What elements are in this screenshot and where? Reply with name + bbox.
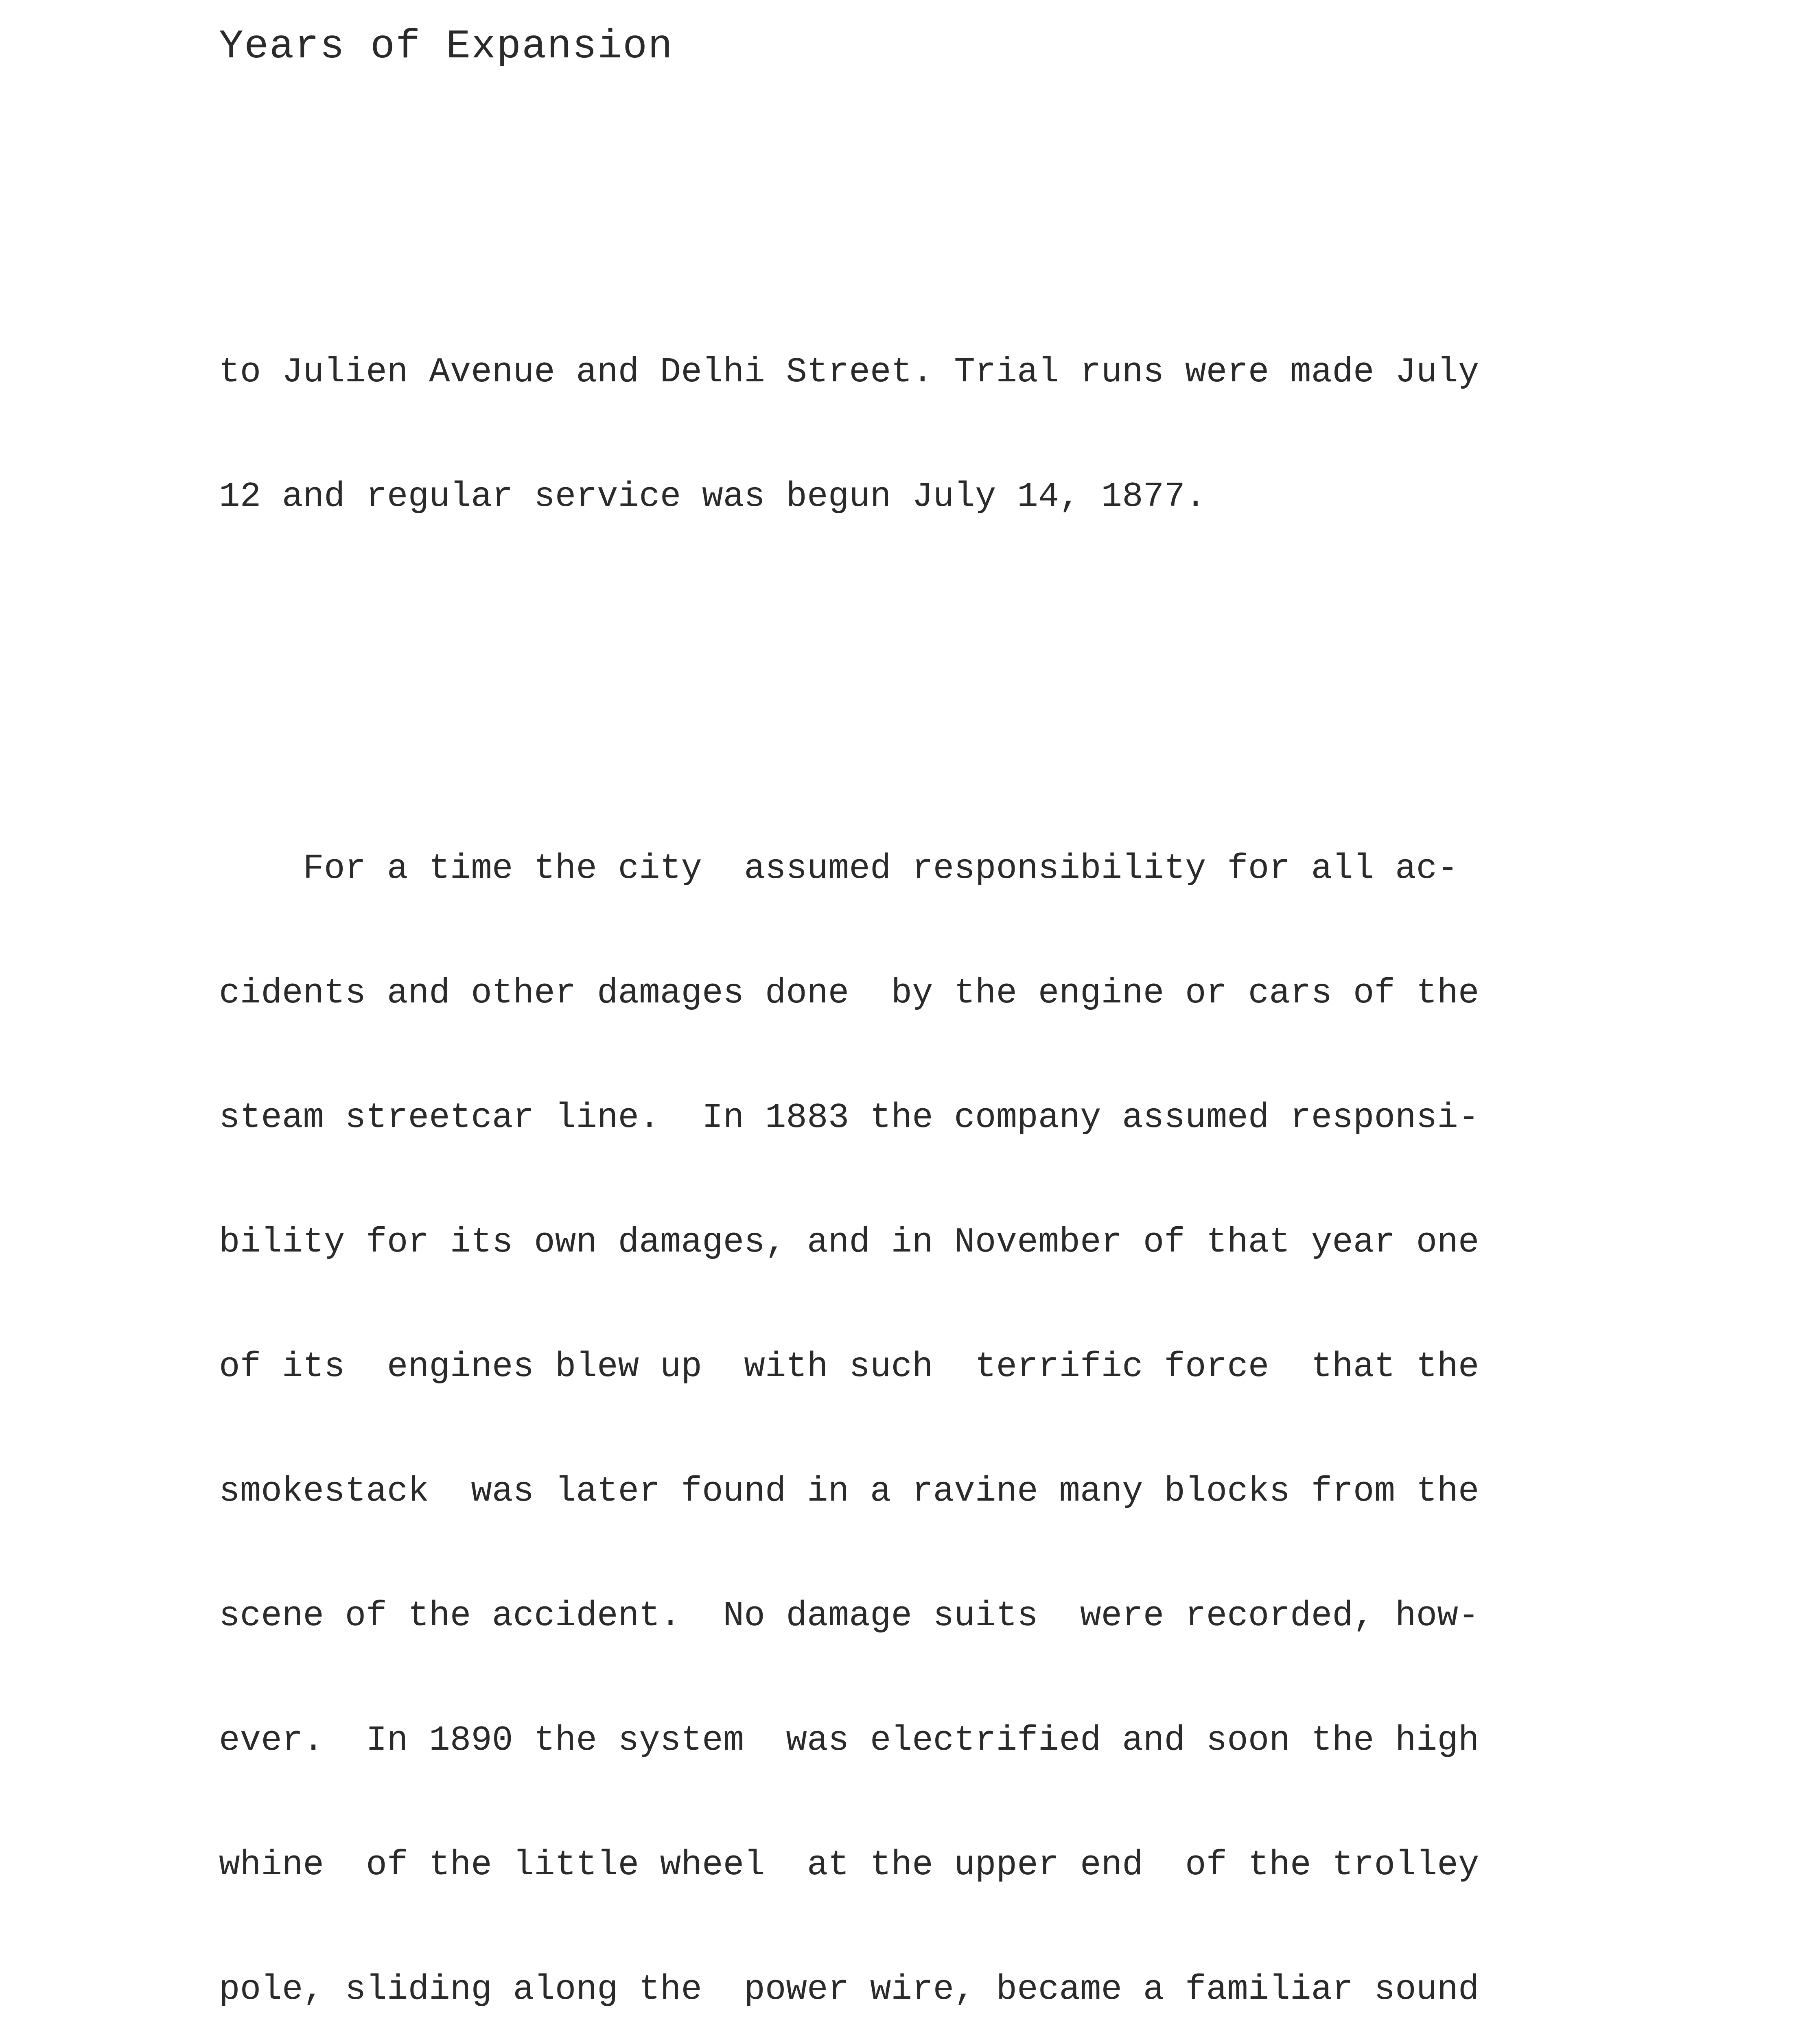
body-text bbox=[219, 185, 1708, 2035]
paragraph-1 bbox=[219, 268, 1708, 600]
text-line: 12 and regular service was begun July 14, 1877. bbox=[219, 477, 1206, 516]
text-line: to Julien Avenue and Delhi Street. Trial runs were made July bbox=[219, 352, 1479, 392]
text-line: bility for its own damages, and in November of that year one bbox=[219, 1222, 1479, 1262]
text-line: smokestack was later found in a ravine many blocks from the bbox=[219, 1471, 1479, 1511]
text-line: whine of the little wheel at the upper end of the trolley bbox=[219, 1845, 1479, 1885]
text-line: steam streetcar line. In 1883 the company assumed responsi- bbox=[219, 1098, 1479, 1138]
text-line: ever. In 1890 the system was electrified and soon the high bbox=[219, 1720, 1479, 1760]
text-line: of its engines blew up with such terrific force that the bbox=[219, 1347, 1479, 1387]
running-header: Years of Expansion bbox=[219, 24, 674, 70]
text-line: scene of the accident. No damage suits were recorded, how- bbox=[219, 1596, 1479, 1636]
text-line: pole, sliding along the power wire, became a familiar sound bbox=[219, 1969, 1479, 2009]
paragraph-2 bbox=[219, 765, 1708, 2035]
text-line: cidents and other damages done by the engine or cars of the bbox=[219, 973, 1479, 1013]
text-line: For a time the city assumed responsibility for all ac- bbox=[219, 849, 1458, 888]
